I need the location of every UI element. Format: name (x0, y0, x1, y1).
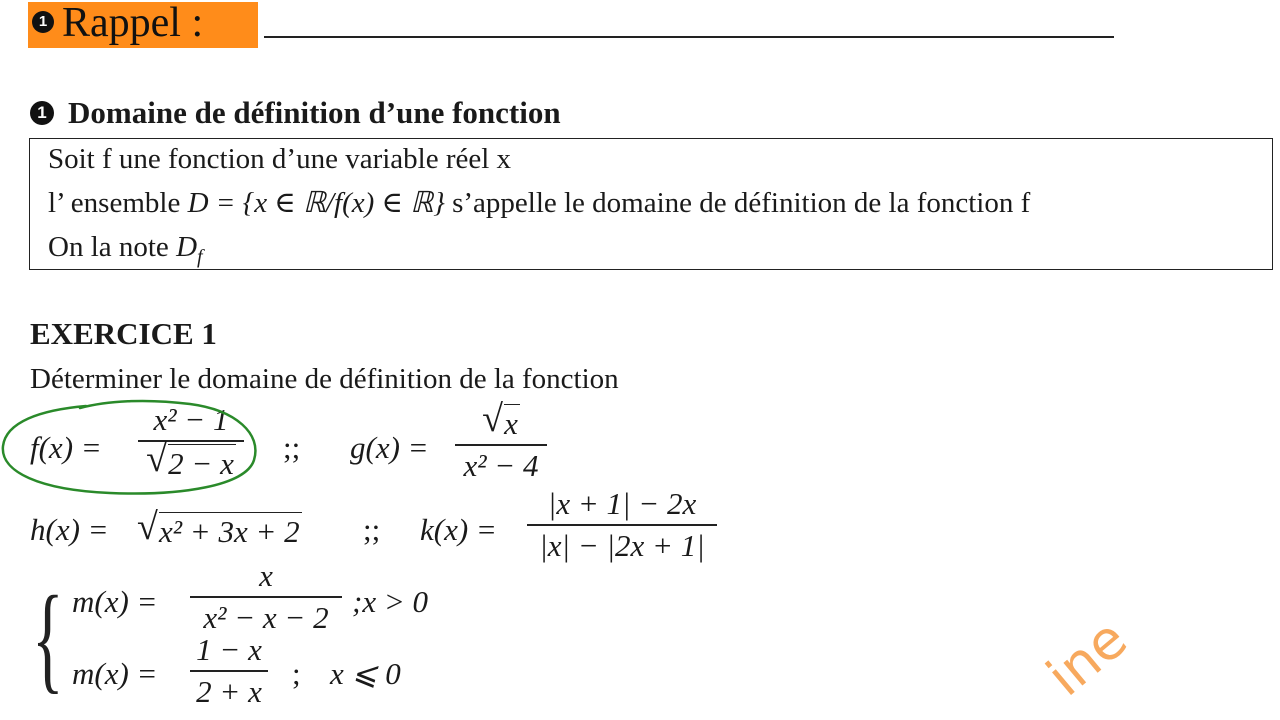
m2-condition: x ⩽ 0 (330, 656, 401, 691)
m1-denominator: x² − x − 2 (203, 599, 329, 635)
definition-line-3 (48, 229, 203, 275)
m1-fraction-bar (190, 596, 342, 598)
m2-denominator: 2 + x (196, 673, 262, 709)
h-lhs: h(x) = (30, 512, 109, 547)
domain-notation-subscript: f (197, 245, 203, 268)
definition-line-2-suffix: s’appelle le domaine de définition de la fonction f (452, 187, 1031, 219)
k-denominator: |x| − |2x + 1| (539, 527, 705, 563)
title-bullet: 1 (32, 11, 54, 33)
definition-line-2-prefix: l’ ensemble (48, 187, 181, 219)
section-bullet: 1 (30, 101, 54, 125)
sqrt-symbol: √ (137, 506, 158, 548)
k-lhs: k(x) = (420, 512, 497, 547)
m1-numerator: x (259, 558, 273, 593)
k-numerator: |x + 1| − 2x (547, 486, 697, 521)
m2-fraction (190, 632, 268, 710)
exercise-title: EXERCICE 1 (30, 316, 217, 351)
section-heading-text: Domaine de définition d’une fonction (68, 95, 561, 130)
m2-separator: ; (292, 656, 301, 691)
m1-condition: ;x > 0 (352, 584, 429, 619)
watermark: ine (1035, 607, 1139, 709)
g-lhs: g(x) = (350, 430, 429, 465)
exercise-instruction: Déterminer le domaine de définition de la fonction (30, 363, 619, 395)
separator-f-g: ;; (283, 430, 301, 465)
m1-fraction (190, 558, 342, 636)
f-lhs: f(x) = (30, 430, 102, 465)
domain-notation: D (176, 231, 198, 263)
definition-line-2 (48, 185, 1030, 221)
m1-lhs: m(x) = (72, 584, 158, 619)
f-numerator: x² − 1 (153, 402, 229, 437)
k-fraction-bar (527, 524, 717, 526)
header-rule (264, 36, 1114, 38)
definition-line-1: Soit f une fonction d’une variable réel x (48, 143, 512, 175)
separator-h-k: ;; (363, 512, 381, 547)
g-fraction (455, 398, 547, 484)
piecewise-brace: { (32, 571, 64, 704)
section-heading (30, 93, 561, 133)
sqrt-symbol: √ (482, 398, 503, 440)
title-text: Rappel : (62, 0, 204, 46)
f-denominator: 2 − x (168, 445, 234, 481)
sqrt-symbol: √ (146, 437, 168, 480)
definition-line-3-prefix: On la note (48, 231, 169, 263)
m2-fraction-bar (190, 670, 268, 672)
definition-set-formula: D = {x ∈ ℝ/f(x) ∈ ℝ} (187, 187, 445, 219)
g-fraction-bar (455, 444, 547, 446)
h-root (137, 506, 302, 550)
k-fraction (527, 486, 717, 564)
g-numerator: x (504, 406, 518, 441)
h-radicand: x² + 3x + 2 (159, 514, 300, 549)
g-numerator-root (482, 398, 520, 442)
handwritten-circle-annotation (0, 398, 262, 500)
m2-lhs: m(x) = (72, 656, 158, 691)
m2-numerator: 1 − x (196, 632, 262, 667)
page-title (32, 0, 203, 48)
g-denominator: x² − 4 (463, 447, 539, 483)
